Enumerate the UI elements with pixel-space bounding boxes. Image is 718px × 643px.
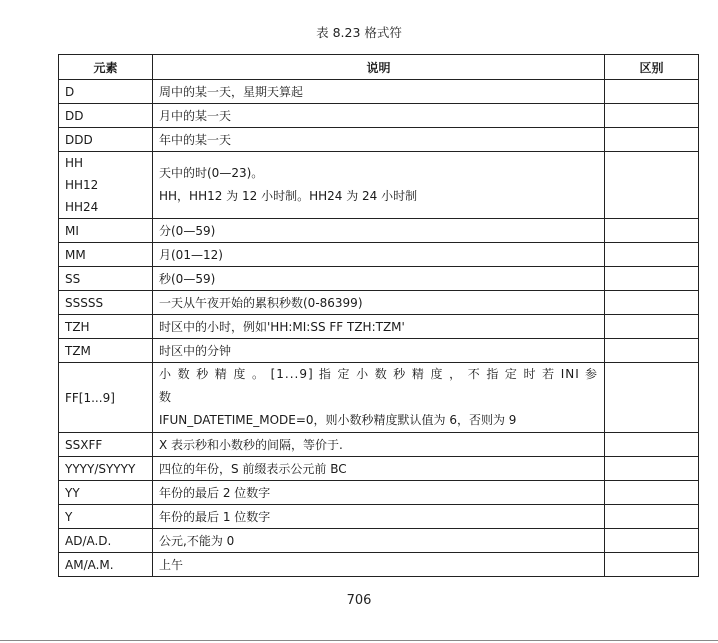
cell-description [153, 152, 605, 219]
description-line: 小 数 秒 精 度 。 [1...9] 指 定 小 数 秒 精 度 ， 不 指 定 时 若 INI 参 数 [159, 367, 598, 404]
cell-difference [605, 481, 699, 505]
cell-difference [605, 128, 699, 152]
table-row [59, 128, 699, 152]
cell-difference [605, 529, 699, 553]
cell-element: TZM [59, 339, 153, 363]
cell-difference [605, 505, 699, 529]
header-difference: 区别 [605, 55, 699, 80]
cell-element: AM/A.M. [59, 553, 153, 577]
table-row [59, 104, 699, 128]
cell-description: 时区中的小时，例如'HH:MI:SS FF TZH:TZM' [153, 315, 605, 339]
page-number: 706 [346, 593, 372, 608]
cell-description: 四位的年份，S 前缀表示公元前 BC [153, 457, 605, 481]
cell-description: 时区中的分钟 [153, 339, 605, 363]
page-bottom-divider [0, 640, 718, 641]
cell-description: 一天从午夜开始的累积秒数(0-86399) [153, 291, 605, 315]
table-row [59, 457, 699, 481]
cell-description: 上午 [153, 553, 605, 577]
cell-difference [605, 433, 699, 457]
cell-element: MI [59, 219, 153, 243]
cell-difference [605, 553, 699, 577]
cell-difference [605, 80, 699, 104]
cell-difference [605, 243, 699, 267]
cell-element: YYYY/SYYYY [59, 457, 153, 481]
cell-element: YY [59, 481, 153, 505]
element-line: HH12 [65, 178, 99, 192]
header-element: 元素 [59, 55, 153, 80]
cell-difference [605, 315, 699, 339]
table-row [59, 339, 699, 363]
description-line: IFUN_DATETIME_MODE=0，则小数秒精度默认值为 6，否则为 9 [159, 413, 517, 427]
table-row [59, 481, 699, 505]
table-row [59, 219, 699, 243]
cell-difference [605, 339, 699, 363]
cell-difference [605, 104, 699, 128]
table-row [59, 243, 699, 267]
element-line: HH24 [65, 200, 99, 214]
table-row [59, 291, 699, 315]
cell-element: FF[1...9] [59, 363, 153, 433]
description-line: 天中的时(0—23)。 [159, 166, 264, 180]
table-caption: 表 8.23 格式符 [316, 25, 402, 40]
cell-description: 月中的某一天 [153, 104, 605, 128]
cell-difference [605, 457, 699, 481]
cell-description: 秒(0—59) [153, 267, 605, 291]
cell-description: X 表示秒和小数秒的间隔，等价于. [153, 433, 605, 457]
cell-element: SSXFF [59, 433, 153, 457]
cell-difference [605, 291, 699, 315]
cell-element: SS [59, 267, 153, 291]
cell-description: 年份的最后 1 位数字 [153, 505, 605, 529]
cell-difference [605, 152, 699, 219]
table-row [59, 315, 699, 339]
cell-difference [605, 267, 699, 291]
format-specifier-table [58, 54, 699, 577]
table-row [59, 80, 699, 104]
table-row [59, 553, 699, 577]
cell-element: SSSSS [59, 291, 153, 315]
table-row [59, 363, 699, 433]
cell-element: DDD [59, 128, 153, 152]
table-row [59, 433, 699, 457]
cell-description: 月(01—12) [153, 243, 605, 267]
cell-element: DD [59, 104, 153, 128]
cell-element: AD/A.D. [59, 529, 153, 553]
element-line: HH [65, 156, 84, 170]
cell-description: 周中的某一天，星期天算起 [153, 80, 605, 104]
cell-element: D [59, 80, 153, 104]
cell-description: 分(0—59) [153, 219, 605, 243]
cell-element: TZH [59, 315, 153, 339]
table-header-row [59, 55, 699, 80]
table-row [59, 505, 699, 529]
cell-difference [605, 363, 699, 433]
cell-description [153, 363, 605, 433]
cell-difference [605, 219, 699, 243]
cell-description: 年中的某一天 [153, 128, 605, 152]
cell-element [59, 152, 153, 219]
table-row [59, 152, 699, 219]
cell-element: Y [59, 505, 153, 529]
cell-description: 年份的最后 2 位数字 [153, 481, 605, 505]
description-line: HH，HH12 为 12 小时制。HH24 为 24 小时制 [159, 189, 418, 203]
table-row [59, 529, 699, 553]
cell-element: MM [59, 243, 153, 267]
cell-description: 公元,不能为 0 [153, 529, 605, 553]
table-row [59, 267, 699, 291]
header-description: 说明 [153, 55, 605, 80]
